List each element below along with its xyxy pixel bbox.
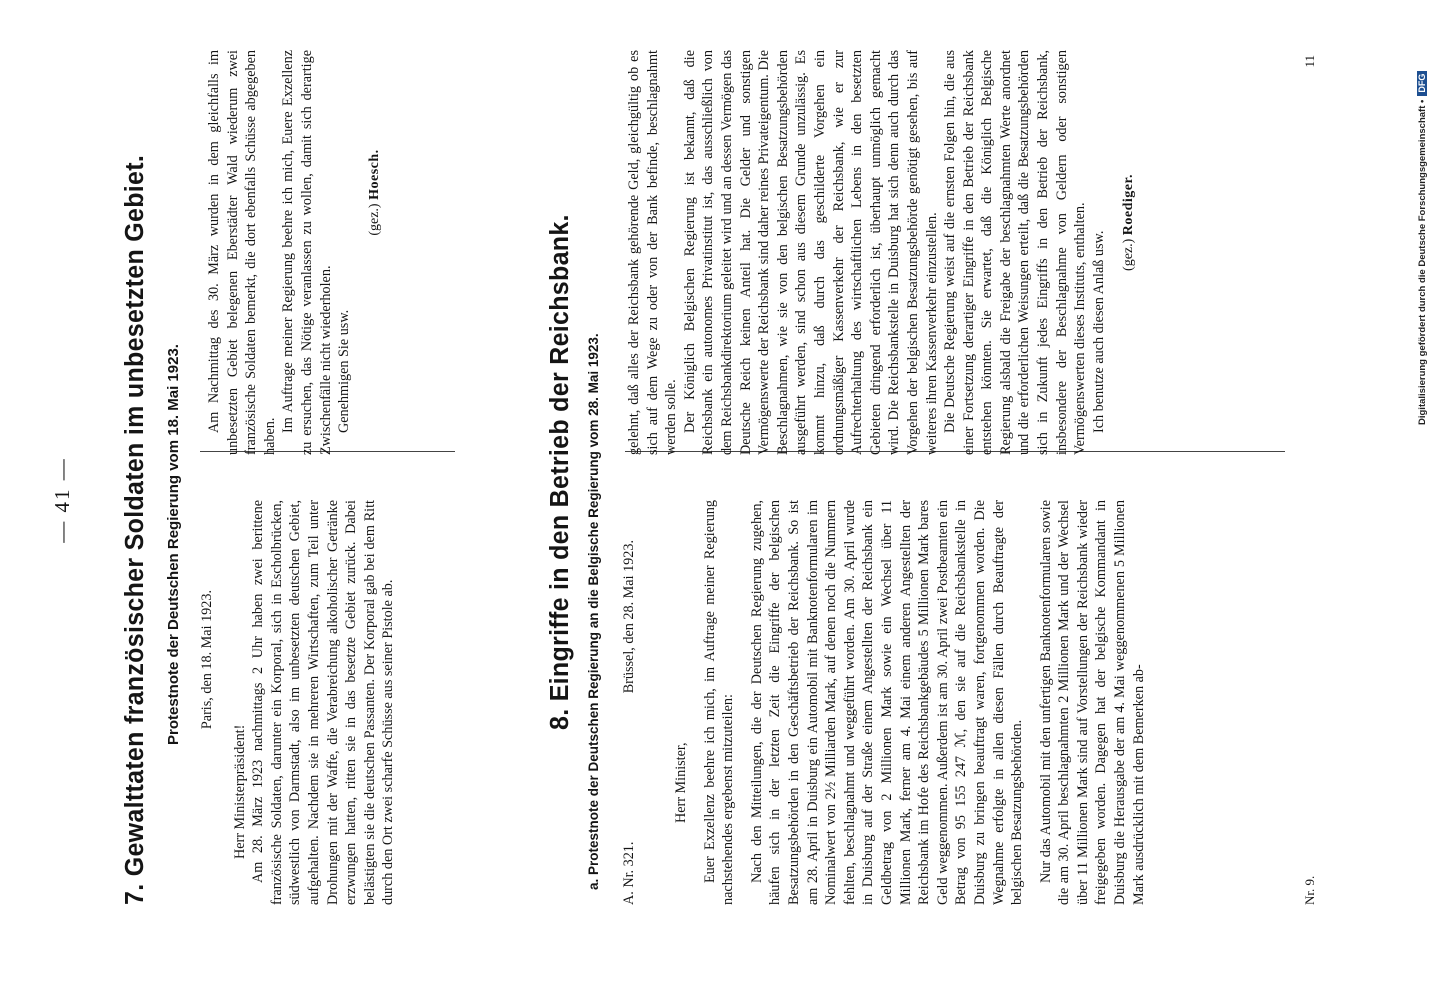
section8-reference: A. Nr. 321. [621,841,637,905]
section8-right-paragraph-1: gelehnt, daß alles der Reichsbank gehörende Geld, gleichgültig ob es sich auf dem Wege zu oder von der Bank befinde, beschlagnahmt werden solle. [626,50,680,455]
section7-right-column [205,50,384,455]
section8-signed-name: Roediger. [1121,174,1137,236]
section8-subtitle: a. Protestnote der Deutschen Regierung an die Belgische Regierung vom 28. Mai 1923. [586,333,601,890]
section7-signed-prefix: (gez.) [366,203,382,236]
section7-signed-name: Hoesch. [366,149,382,200]
section7-closing: Genehmigen Sie usw. [336,309,353,433]
section7-title: 7. Gewalttaten französischer Soldaten im unbesetzten Gebiet. [120,154,150,905]
section7-signature [366,50,385,455]
section7-right-paragraph-1: Am Nachmittag des 30. März wurden in dem gleichfalls im unbesetzten Gebiet belegenen Eberstädter Wald wiederum zwei französische Soldaten bemerkt, die dort ebenfalls Schüsse abgegeben haben. [206,50,278,455]
digitization-note [1417,71,1428,425]
section8-signed-prefix: (gez.) [1121,238,1137,271]
dfg-logo: DFG [1417,71,1427,96]
section8-left-paragraph-3: Nur das Automobil mit den unfertigen Banknotenformularen sowie die am 30. April beschlagnahmten 2 Millionen Mark und der Wechsel über 11 Millionen Mark sind auf Vorstellungen der Reichsbank wieder freigegeben worden. Dagegen hat der belgische Kommandant in Duisburg die Herausgabe der am 4. Mai weggenommenen 5 Millionen Mark ausdrücklich mit dem Bemerken ab- [1037,500,1147,905]
section7-right-paragraph-2: Im Auftrage meiner Regierung beehre ich mich, Euere Exzellenz zu ersuchen, das Nötige veranlassen zu wollen, damit sich derartige Zwischenfälle nicht wiederholen. [280,50,334,455]
section8-title: 8. Eingriffe in den Betrieb der Reichsbank. [545,214,575,730]
section8-signature [1120,50,1139,455]
section8-right-paragraph-4: Ich benutze auch diesen Anlaß usw. [1090,230,1107,433]
section8-left-paragraph-2: Nach den Mitteilungen, die der Deutschen Regierung zugehen, häufen sich in der letzten Zeit die Eingriffe der belgischen Besatzungsbehörden in den Geschäftsbetrieb der Reichsbank. So ist am 28. April in Duisburg ein Automobil mit Banknotenformularen im Nominalwert von 2½ Milliarden Mark, auf denen noch die Nummern fehlten, beschlagnahmt und weggeführt worden. Am 30. April wurde in Duisburg auf der Straße einem Angestellten der Reichsbank ein Geldbetrag von 2 Millionen Mark sowie ein Wechsel über 11 Millionen Mark, ferner am 4. Mai einem anderen Angestellten der Reichsbank im Hofe des Reichsbankgebäudes 5 Millionen Mark bares Geld weggenommen. Außerdem ist am 30. April zwei Postbeamten ein Betrag von 95 155 247 ℳ, den sie auf die Reichsbankstelle in Duisburg zu bringen beauftragt waren, fortgenommen worden. Die Wegnahme erfolgte in allen diesen Fällen durch Beauftragte der belgischen Besatzungsbehörden. [748,500,1026,905]
section7-left-paragraph-1: Am 28. März 1923 nachmittags 2 Uhr haben zwei berittene französische Soldaten, darunter ein Korporal, sich in Escholbrücken, südwestlich von Darmstadt, also im unbesetzten deutschen Gebiet, aufgehalten. Nachdem sie in mehreren Wirtschaften, zum Teil unter Drohungen mit der Waffe, die Verabreichung alkoholischer Getränke erzwungen hatten, ritten sie in das besetzte Gebiet zurück. Dabei belästigten sie die deutschen Passanten. Der Korporal gab bei dem Ritt durch den Ort zwei scharfe Schüsse aus seiner Pistole ab. [250,500,397,905]
section8-right-paragraph-2: Der Königlich Belgischen Regierung ist bekannt, daß die Reichsbank ein autonomes Privatinstitut ist, das ausschließlich von dem Reichsbankdirektorium geleitet wird und an dessen Vermögen das Deutsche Reich keinen Anteil hat. Die Gelder und sonstigen Vermögenswerte der Reichsbank sind daher reines Privateigentum. Die Beschlagnahmen, wie sie von den belgischen Besatzungsbehörden ausgeführt werden, sind schon aus diesem Grunde unzulässig. Es kommt hinzu, daß durch das geschilderte Vorgehen ein ordnungsmäßiger Kassenverkehr der Reichsbank, wie er zur Aufrechterhaltung des wirtschaftlichen Lebens in den besetzten Gebieten dringend erforderlich ist, überhaupt unmöglich gemacht wird. Die Reichsbankstelle in Duisburg hat sich denn auch durch das Vorgehen der belgischen Besatzungsbehörde genötigt gesehen, bis auf weiteres ihren Kassenverkehr einzustellen. [681,50,940,455]
section8-place-date: Brüssel, den 28. Mai 1923. [621,540,637,694]
section8-left-paragraph-1: Euer Exzellenz beehre ich mich, im Auftrage meiner Regierung nachstehendes ergebenst mitzuteilen: [701,500,737,905]
section7-left-column [198,500,398,905]
section8-right-column [625,50,1139,455]
footer-signature-number: 11 [1302,55,1317,68]
section8-left-column [620,500,1148,905]
footer-print-number: Nr. 9. [1302,875,1317,905]
section7-subtitle: Protestnote der Deutschen Regierung vom 18. Mai 1923. [165,344,182,745]
section7-place-date: Paris, den 18. Mai 1923. [199,590,215,730]
section7-salutation: Herr Ministerpräsident! [231,724,248,859]
section8-salutation: Herr Minister, [673,742,689,823]
digitization-text: Digitalisierung gefördert durch die Deutsche Forschungsgemeinschaft • [1417,99,1428,425]
section8-right-paragraph-3: Die Deutsche Regierung weist auf die ernsten Folgen hin, die aus einer Fortsetzung derartiger Eingriffe in den Betrieb der Reichsbank entstehen könnten. Sie erwartet, daß die Königlich Belgische Regierung alsbald die Freigabe der beschlagnahmten Werte anordnet und die erforderlichen Weisungen erteilt, daß die Besatzungsbehörden sich in Zukunft jedes Eingriffs in den Betrieb der Reichsbank, insbesondere der Beschlagnahme von Geldern oder sonstigen Vermögenswerten dieses Instituts, enthalten. [942,50,1089,455]
page-number: — 41 — [50,457,74,543]
